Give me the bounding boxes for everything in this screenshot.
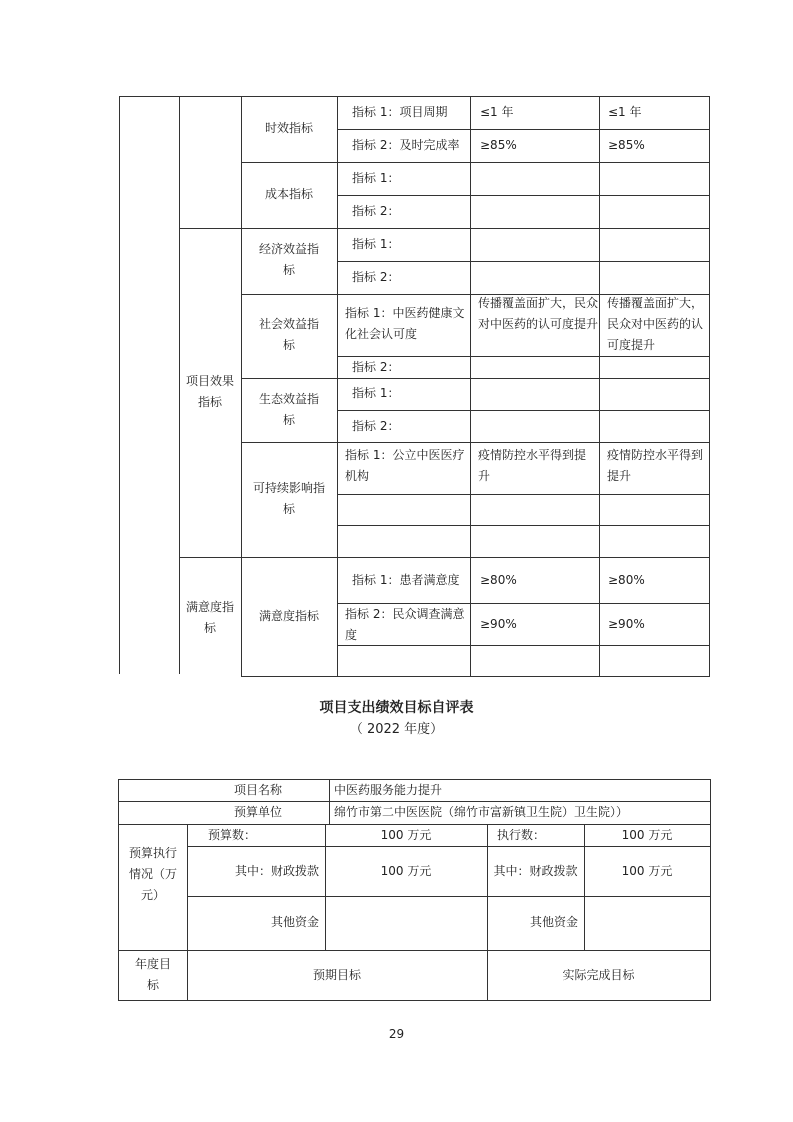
target-cell: ≥80% bbox=[480, 573, 517, 587]
indicator-cell: 指标 1：中医药健康文化社会认可度 bbox=[345, 306, 465, 341]
category-sustainability: 可持续影响指标 bbox=[252, 481, 325, 516]
fiscal-label: 其中：财政拨款 bbox=[234, 864, 319, 878]
category-social: 社会效益指标 bbox=[258, 317, 319, 352]
fiscal-value-2: 100 万元 bbox=[621, 864, 673, 878]
target-cell: ≥85% bbox=[480, 138, 517, 152]
indicator-cell: 指标 1：患者满意度 bbox=[352, 573, 460, 587]
execution-label: 预算执行情况（万元） bbox=[128, 846, 177, 902]
indicator-cell: 指标 1：项目周期 bbox=[352, 105, 448, 119]
budget-value: 100 万元 bbox=[380, 828, 432, 842]
other-funds-label-2: 其他资金 bbox=[529, 915, 578, 929]
form-title: 项目支出绩效目标自评表 bbox=[319, 700, 474, 716]
budget-unit-value: 绵竹市第二中医医院（绵竹市富新镇卫生院）卫生院）） bbox=[334, 805, 629, 819]
indicator-cell: 指标 2： bbox=[352, 360, 400, 374]
target-cell: 疫情防控水平得到提升 bbox=[478, 448, 587, 483]
indicator-cell: 指标 2： bbox=[352, 204, 400, 218]
indicator-cell: 指标 2：民众调查满意度 bbox=[345, 607, 465, 642]
project-name-label: 项目名称 bbox=[233, 783, 282, 797]
indicator-cell: 指标 2： bbox=[352, 419, 400, 433]
executed-label: 执行数： bbox=[496, 828, 545, 842]
target-cell: ≥90% bbox=[480, 617, 517, 631]
fiscal-label-2: 其中：财政拨款 bbox=[493, 864, 578, 878]
category-satisfaction: 满意度指标 bbox=[258, 609, 319, 623]
category-timeliness: 时效指标 bbox=[264, 121, 313, 135]
group-satisfaction: 满意度指标 bbox=[185, 600, 234, 635]
target-cell: ≤1 年 bbox=[480, 105, 514, 119]
group-project-effect: 项目效果指标 bbox=[185, 374, 234, 409]
budget-label: 预算数： bbox=[207, 828, 256, 842]
project-name-value: 中医药服务能力提升 bbox=[334, 783, 443, 797]
executed-value: 100 万元 bbox=[621, 828, 673, 842]
category-cost: 成本指标 bbox=[264, 187, 313, 201]
category-ecology: 生态效益指标 bbox=[258, 392, 319, 427]
annual-goal-label: 年度目标 bbox=[134, 957, 171, 992]
budget-unit-label: 预算单位 bbox=[233, 805, 282, 819]
indicator-cell: 指标 1： bbox=[352, 386, 400, 400]
actual-cell: ≥90% bbox=[608, 617, 645, 631]
indicator-cell: 指标 2：及时完成率 bbox=[352, 138, 460, 152]
actual-cell: 传播覆盖面扩大，民众对中医药的认可度提升 bbox=[607, 296, 704, 352]
indicator-cell: 指标 1： bbox=[352, 171, 400, 185]
target-cell: 传播覆盖面扩大，民众对中医药的认可度提升 bbox=[478, 296, 599, 331]
expected-goal-header: 预期目标 bbox=[312, 968, 361, 982]
indicator-cell: 指标 2： bbox=[352, 270, 400, 284]
actual-cell: ≤1 年 bbox=[608, 105, 642, 119]
actual-goal-header: 实际完成目标 bbox=[562, 968, 635, 982]
actual-cell: ≥85% bbox=[608, 138, 645, 152]
actual-cell: 疫情防控水平得到提升 bbox=[607, 448, 704, 483]
category-economic: 经济效益指标 bbox=[258, 242, 319, 277]
form-year: （ 2022 年度） bbox=[349, 722, 444, 737]
actual-cell: ≥80% bbox=[608, 573, 645, 587]
page-number: 29 bbox=[388, 1027, 405, 1041]
other-funds-label: 其他资金 bbox=[270, 915, 319, 929]
fiscal-value: 100 万元 bbox=[380, 864, 432, 878]
indicator-cell: 指标 1： bbox=[352, 237, 400, 251]
indicator-cell: 指标 1：公立中医医疗机构 bbox=[345, 448, 465, 483]
